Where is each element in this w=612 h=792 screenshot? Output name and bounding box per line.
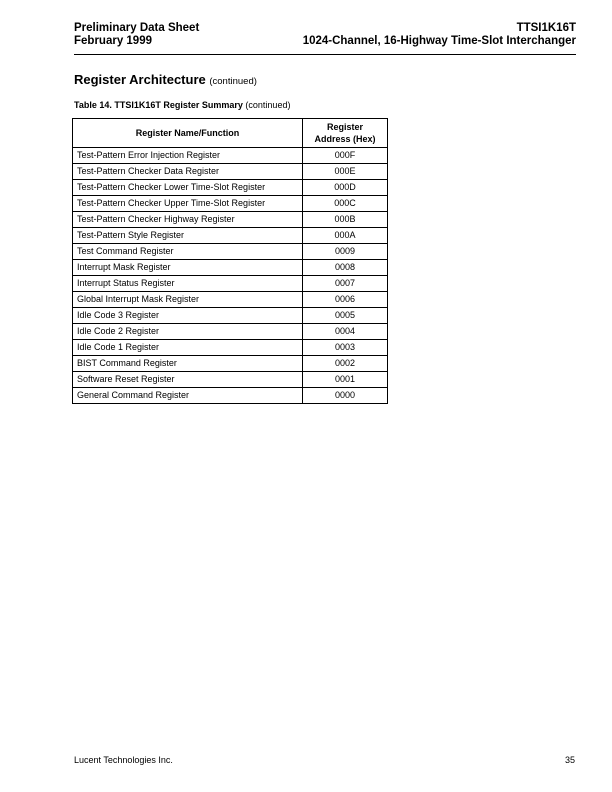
header-doc-type: Preliminary Data Sheet xyxy=(74,22,200,34)
register-name-cell: Test Command Register xyxy=(73,244,303,260)
table-row xyxy=(73,372,388,388)
register-name-cell: Idle Code 3 Register xyxy=(73,308,303,324)
table-row xyxy=(73,180,388,196)
register-name-cell: Software Reset Register xyxy=(73,372,303,388)
register-name-cell: Global Interrupt Mask Register xyxy=(73,292,303,308)
table-row xyxy=(73,228,388,244)
register-name-cell: Idle Code 2 Register xyxy=(73,324,303,340)
column-header-name: Register Name/Function xyxy=(73,119,303,148)
table-row xyxy=(73,356,388,372)
register-name-cell: Test-Pattern Checker Highway Register xyxy=(73,212,303,228)
header-date: February 1999 xyxy=(74,35,152,47)
register-address-cell: 0008 xyxy=(303,260,388,276)
register-name-cell: Test-Pattern Checker Lower Time-Slot Register xyxy=(73,180,303,196)
register-address-cell: 0006 xyxy=(303,292,388,308)
table-row xyxy=(73,308,388,324)
table-row xyxy=(73,324,388,340)
table-row xyxy=(73,260,388,276)
register-name-cell: BIST Command Register xyxy=(73,356,303,372)
table-row xyxy=(73,276,388,292)
table-caption-title: Table 14. TTSI1K16T Register Summary xyxy=(74,100,243,110)
table-row xyxy=(73,244,388,260)
register-address-cell: 0007 xyxy=(303,276,388,292)
column-header-address xyxy=(303,119,388,148)
register-summary-table xyxy=(72,118,388,404)
register-address-cell: 0001 xyxy=(303,372,388,388)
table-row xyxy=(73,388,388,404)
section-title xyxy=(74,72,257,87)
footer-page-number: 35 xyxy=(564,755,575,765)
register-address-cell: 0002 xyxy=(303,356,388,372)
footer-company: Lucent Technologies Inc. xyxy=(74,755,173,765)
table-row xyxy=(73,292,388,308)
section-title-text: Register Architecture xyxy=(74,72,206,87)
table-header-row xyxy=(73,119,388,148)
register-name-cell: Interrupt Mask Register xyxy=(73,260,303,276)
header-right xyxy=(303,22,576,48)
register-name-cell: Test-Pattern Style Register xyxy=(73,228,303,244)
table-row xyxy=(73,196,388,212)
register-name-cell: Test-Pattern Error Injection Register xyxy=(73,148,303,164)
register-address-cell: 000D xyxy=(303,180,388,196)
table-row xyxy=(73,164,388,180)
table-caption-continued: (continued) xyxy=(245,100,291,110)
table-row xyxy=(73,340,388,356)
register-name-cell: Test-Pattern Checker Upper Time-Slot Register xyxy=(73,196,303,212)
column-header-address-line2: Address (Hex) xyxy=(314,134,376,144)
register-name-cell: General Command Register xyxy=(73,388,303,404)
table-row xyxy=(73,148,388,164)
register-name-cell: Interrupt Status Register xyxy=(73,276,303,292)
register-address-cell: 0003 xyxy=(303,340,388,356)
register-address-cell: 000E xyxy=(303,164,388,180)
table-caption xyxy=(74,100,290,110)
column-header-address-line1: Register xyxy=(326,122,363,132)
register-address-cell: 000A xyxy=(303,228,388,244)
register-address-cell: 000F xyxy=(303,148,388,164)
table-body xyxy=(73,148,388,404)
register-address-cell: 0009 xyxy=(303,244,388,260)
register-name-cell: Test-Pattern Checker Data Register xyxy=(73,164,303,180)
register-name-cell: Idle Code 1 Register xyxy=(73,340,303,356)
register-address-cell: 0004 xyxy=(303,324,388,340)
register-address-cell: 0000 xyxy=(303,388,388,404)
page-header xyxy=(74,22,576,55)
table-row xyxy=(73,212,388,228)
section-title-continued: (continued) xyxy=(209,76,257,87)
header-part-number: TTSI1K16T xyxy=(516,22,576,34)
register-address-cell: 000B xyxy=(303,212,388,228)
register-address-cell: 000C xyxy=(303,196,388,212)
header-left xyxy=(74,22,199,48)
header-part-description: 1024-Channel, 16-Highway Time-Slot Interchanger xyxy=(302,35,576,47)
register-address-cell: 0005 xyxy=(303,308,388,324)
